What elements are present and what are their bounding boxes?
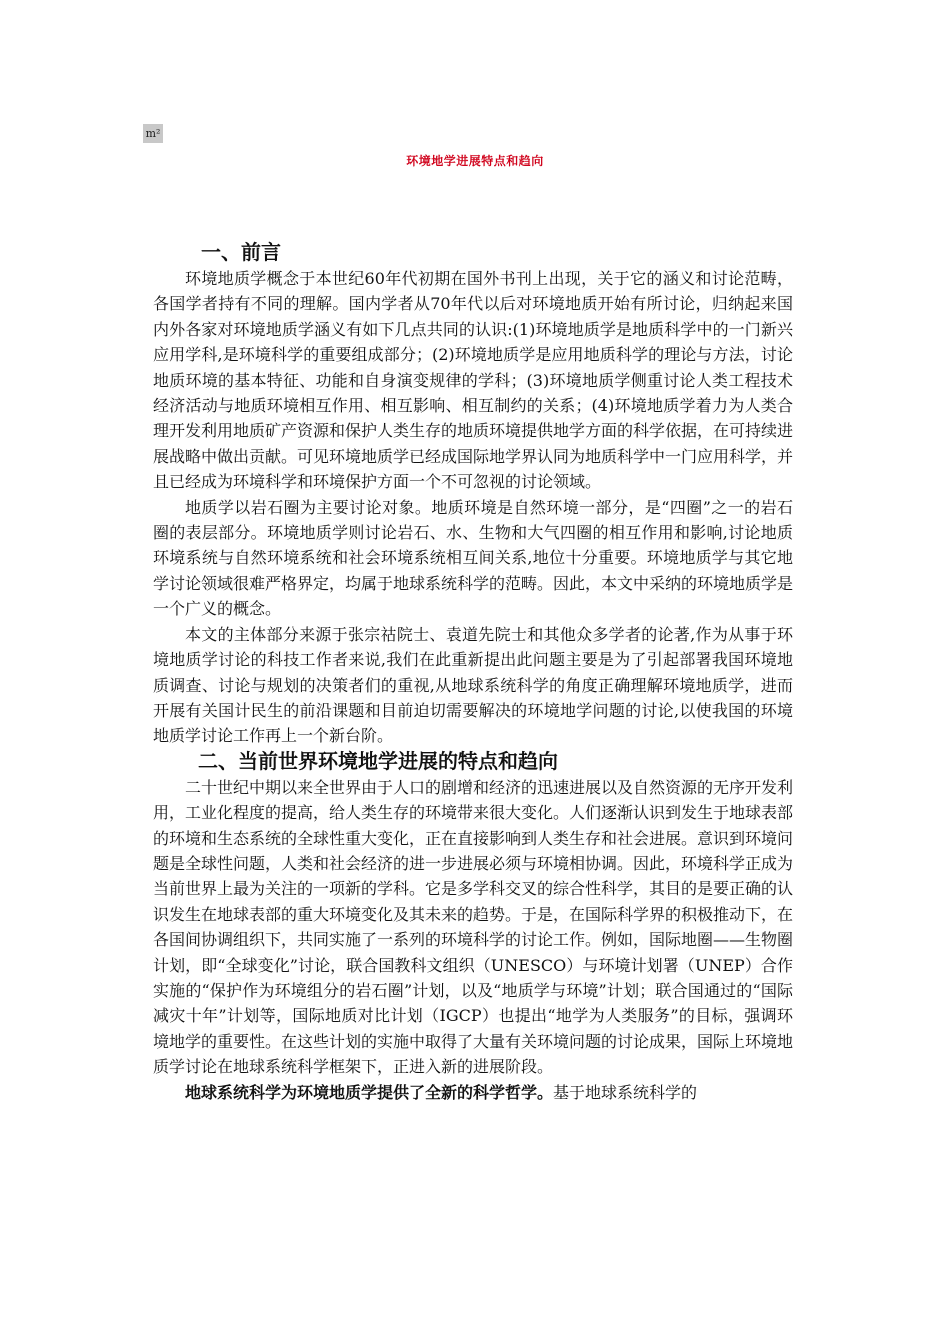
paragraph: 环境地质学概念于本世纪60年代初期在国外书刊上出现，关于它的涵义和讨论范畴，各国学者持有不同的理解。国内学者从70年代以后对环境地质开始有所讨论，归纳起来国内外各家对环境地质学涵义有如下几点共同的认识:(1)环境地质学是地质科学中的一门新兴应用学科,是环境科学的重要组成部分；(2)环境地质学是应用地质科学的理论与方法，讨论地质环境的基本特征、功能和自身演变规律的学科；(3)环境地质学侧重讨论人类工程技术经济活动与地质环境相互作用、相互影响、相互制约的关系；(4)环境地质学着力为人类合理开发利用地质矿产资源和保护人类生存的地质环境提供地学方面的科学依据，在可持续进展战略中做出贡献。可见环境地质学已经成国际地学界认同为地质科学中一门应用科学，并且已经成为环境科学和环境保护方面一个不可忽视的讨论领域。 [153, 269, 794, 492]
document-body [153, 238, 793, 1105]
paragraph: 本文的主体部分来源于张宗祜院士、袁道先院士和其他众多学者的论著,作为从事于环境地质学讨论的科技工作者来说,我们在此重新提出此问题主要是为了引起部署我国环境地质调查、讨论与规划的决策者们的重视,从地球系统科学的角度正确理解环境地质学，进而开展有关国计民生的前沿课题和目前迫切需要解决的环境地学问题的讨论,以使我国的环境地质学讨论工作再上一个新台阶。 [153, 624, 793, 746]
bold-lead-sentence: 地球系统科学为环境地质学提供了全新的科学哲学。 [185, 1082, 554, 1102]
section-heading-preface: 一、前言 [201, 240, 281, 264]
superscript-badge: m² [143, 124, 163, 143]
closing-paragraph [153, 1080, 793, 1105]
paragraph-continuation: 基于地球系统科学的 [553, 1082, 698, 1102]
section-heading-trends: 二、当前世界环境地学进展的特点和趋向 [198, 748, 558, 773]
paragraph: 地质学以岩石圈为主要讨论对象。地质环境是自然环境一部分，是“四圈”之一的岩石圈的表层部分。环境地质学则讨论岩石、水、生物和大气四圈的相互作用和影响,讨论地质环境系统与自然环境系统和社会环境系统相互间关系,地位十分重要。环境地质学与其它地学讨论领域很难严格界定，均属于地球系统科学的范畴。因此，本文中采纳的环境地质学是一个广义的概念。 [153, 497, 794, 619]
paragraph: 二十世纪中期以来全世界由于人口的剧增和经济的迅速进展以及自然资源的无序开发利用，工业化程度的提高，给人类生存的环境带来很大变化。人们逐渐认识到发生于地球表部的环境和生态系统的全球性重大变化，正在直接影响到人类生存和社会进展。意识到环境问题是全球性问题，人类和社会经济的进一步进展必须与环境相协调。因此，环境科学正成为当前世界上最为关注的一项新的学科。它是多学科交叉的综合性科学，其目的是要正确的认识发生在地球表部的重大环境变化及其未来的趋势。于是，在国际科学界的积极推动下，在各国间协调组织下，共同实施了一系列的环境科学的讨论工作。例如，国际地圈——生物圈计划，即“全球变化”讨论，联合国教科文组织（UNESCO）与环境计划署（UNEP）合作实施的“保护作为环境组分的岩石圈”计划，以及“地质学与环境”计划；联合国通过的“国际减灾十年”计划等，国际地质对比计划（IGCP）也提出“地学为人类服务”的目标，强调环境地学的重要性。在这些计划的实施中取得了大量有关环境问题的讨论成果，国际上环境地质学讨论在地球系统科学框架下，正进入新的进展阶段。 [153, 777, 794, 1077]
document-title: 环境地学进展特点和趋向 [406, 154, 544, 168]
